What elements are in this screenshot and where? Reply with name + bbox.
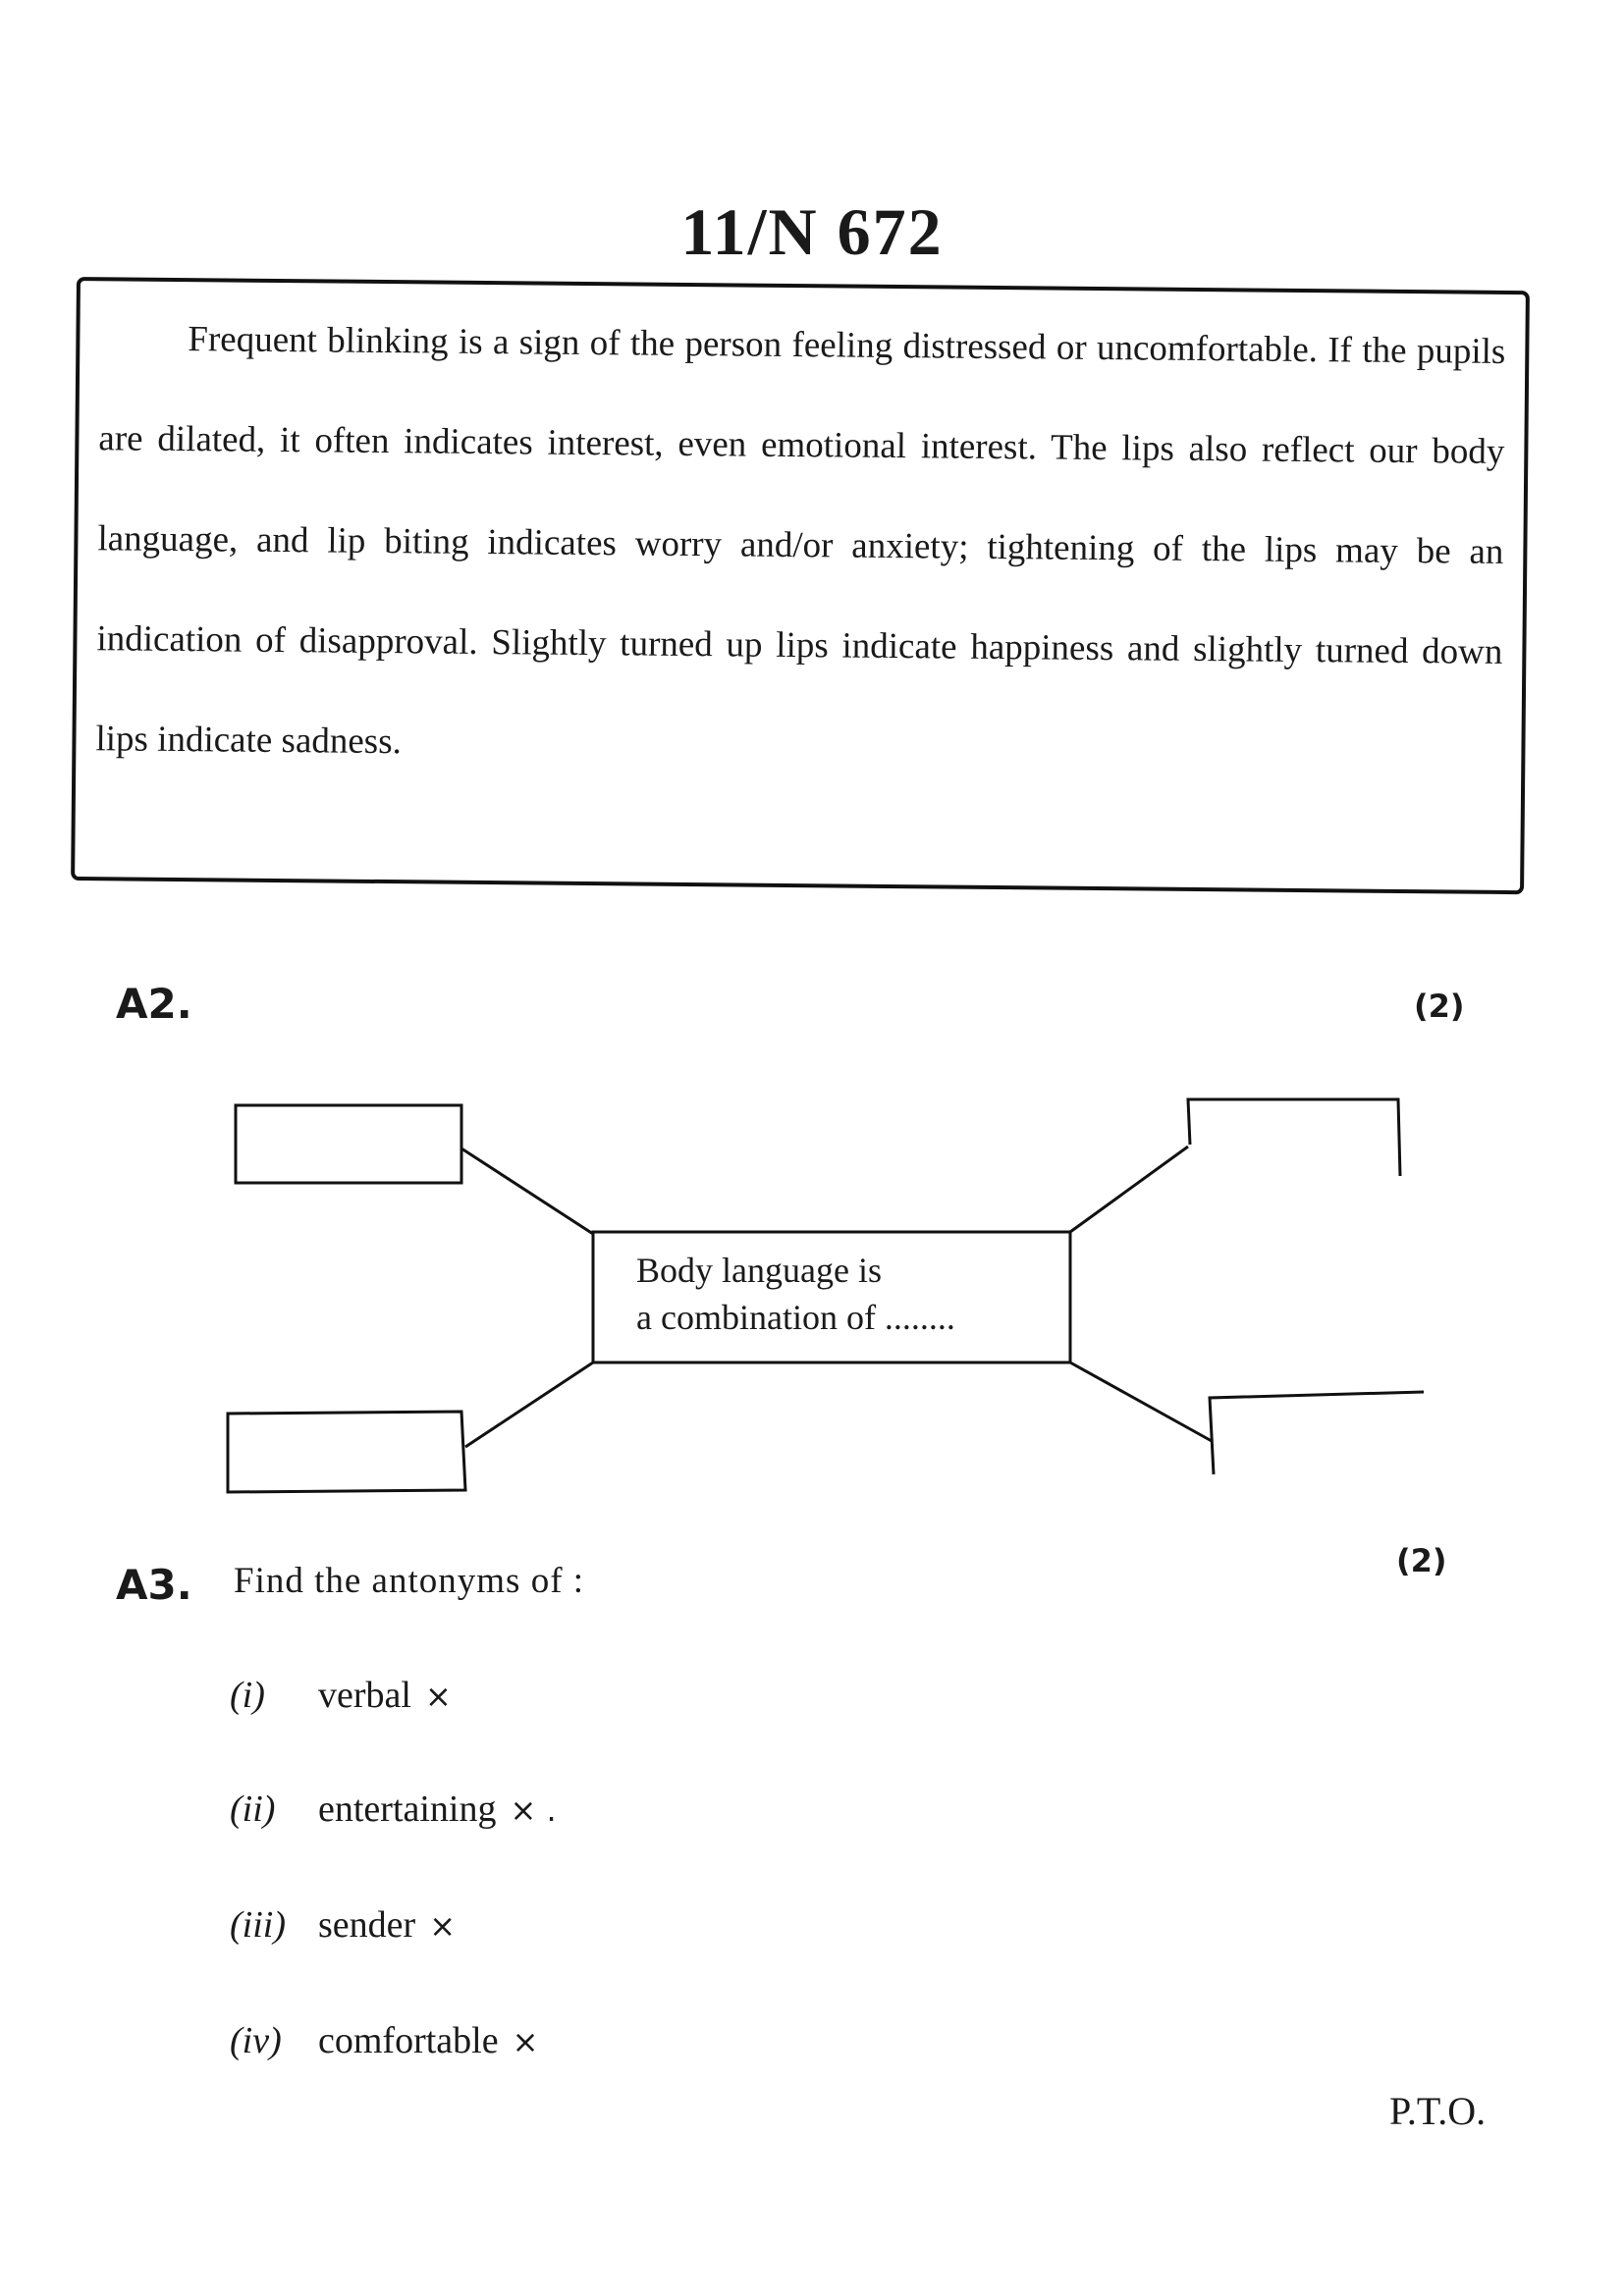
question-a2-marks: (2) <box>1414 988 1465 1025</box>
page-code: 11/N 672 <box>680 194 944 269</box>
center-box-text <box>636 1247 955 1341</box>
center-box-line-2: a combination of ........ <box>636 1298 955 1337</box>
question-a3-marks: (2) <box>1396 1542 1447 1579</box>
antonym-item <box>230 2016 538 2066</box>
item-numeral: (iv) <box>230 2020 282 2061</box>
item-word: entertaining <box>318 1789 497 1830</box>
item-numeral: (ii) <box>230 1789 276 1830</box>
item-numeral: (iii) <box>230 1904 286 1946</box>
cross-mark-icon: × <box>512 2023 539 2060</box>
passage-text: Frequent blinking is a sign of the person feeling distressed or uncomfortable. If the pupils are dilated, it often indicates interest, even emotional interest. The lips also reflect our body language, and lip biting indicates worry and/or anxiety; tightening of the lips may be an indication of disapproval. Slightly turned up lips indicate happiness and slightly turned down lips indicate sadness. <box>95 319 1506 763</box>
connector-bottom-left <box>465 1362 593 1447</box>
question-a3-number: A3. <box>116 1561 192 1609</box>
antonym-item <box>230 1900 456 1950</box>
please-turn-over: P.T.O. <box>1389 2089 1487 2133</box>
passage-box <box>71 277 1530 894</box>
item-word: verbal <box>318 1675 411 1716</box>
cross-mark-icon: × . <box>510 1791 557 1829</box>
connector-bottom-right <box>1070 1362 1212 1441</box>
blank-box-top-right <box>1188 1099 1400 1176</box>
connector-top-right <box>1070 1147 1188 1232</box>
blank-box-bottom-left <box>228 1412 465 1492</box>
connector-top-left <box>461 1148 593 1234</box>
item-word: sender <box>318 1904 416 1946</box>
blank-box-bottom-right <box>1210 1392 1424 1474</box>
question-a2-number: A2. <box>116 980 192 1028</box>
antonym-item <box>230 1785 557 1835</box>
blank-box-top-left <box>236 1105 461 1183</box>
question-a3-instruction: Find the antonyms of : <box>234 1561 585 1601</box>
item-word: comfortable <box>318 2020 499 2061</box>
cross-mark-icon: × <box>429 1907 456 1945</box>
antonym-item <box>230 1671 452 1721</box>
item-numeral: (i) <box>230 1675 265 1716</box>
cross-mark-icon: × <box>424 1678 452 1715</box>
center-box-line-1: Body language is <box>636 1251 882 1290</box>
